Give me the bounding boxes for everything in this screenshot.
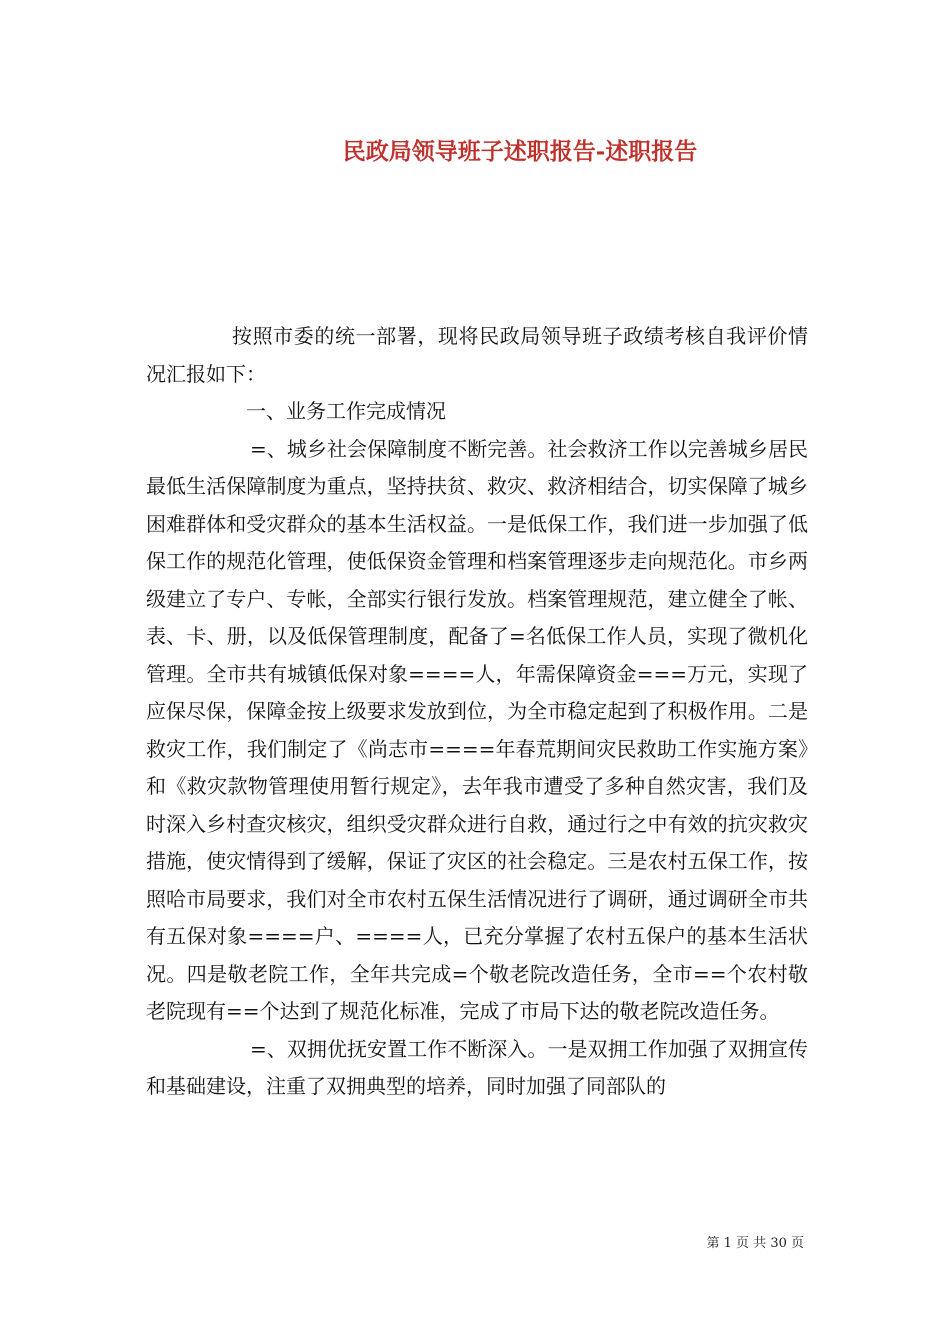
- document-body: [146, 318, 808, 1106]
- page-number: 第 1 页 共 30 页: [706, 1236, 804, 1251]
- paragraph-double-support: =、双拥优抚安置工作不断深入。一是双拥工作加强了双拥宣传和基础建设，注重了双拥典型的培养，同时加强了同部队的: [146, 1036, 808, 1098]
- document-title: 民政局领导班子述职报告-述职报告: [342, 138, 698, 165]
- paragraph-intro: 按照市委的统一部署，现将民政局领导班子政绩考核自我评价情况汇报如下：: [146, 324, 808, 386]
- section-heading: 一、业务工作完成情况: [246, 399, 446, 423]
- paragraph-social-security: =、城乡社会保障制度不断完善。社会救济工作以完善城乡居民最低生活保障制度为重点，坚持扶贫、救灾、救济相结合，切实保障了城乡困难群体和受灾群众的基本生活权益。一是低保工作，我们进一步加强了低保工作的规范化管理，使低保资金管理和档案管理逐步走向规范化。市乡两级建立了专户、专帐，全部实行银行发放。档案管理规范，建立健全了帐、表、卡、册，以及低保管理制度，配备了=名低保工作人员，实现了微机化管理。全市共有城镇低保对象====人，年需保障资金===万元，实现了应保尽保，保障金按上级要求发放到位，为全市稳定起到了积极作用。二是救灾工作，我们制定了《尚志市====年春荒期间灾民救助工作实施方案》和《救灾款物管理使用暂行规定》，去年我市遭受了多种自然灾害，我们及时深入乡村查灾核灾，组织受灾群众进行自救，通过行之中有效的抗灾救灾措施，使灾情得到了缓解，保证了灾区的社会稳定。三是农村五保工作，按照哈市局要求，我们对全市农村五保生活情况进行了调研，通过调研全市共有五保对象====户、====人，已充分掌握了农村五保户的基本生活状况。四是敬老院工作，全年共完成=个敬老院改造任务，全市==个农村敬老院现有==个达到了规范化标准，完成了市局下达的敬老院改造任务。: [146, 436, 808, 1023]
